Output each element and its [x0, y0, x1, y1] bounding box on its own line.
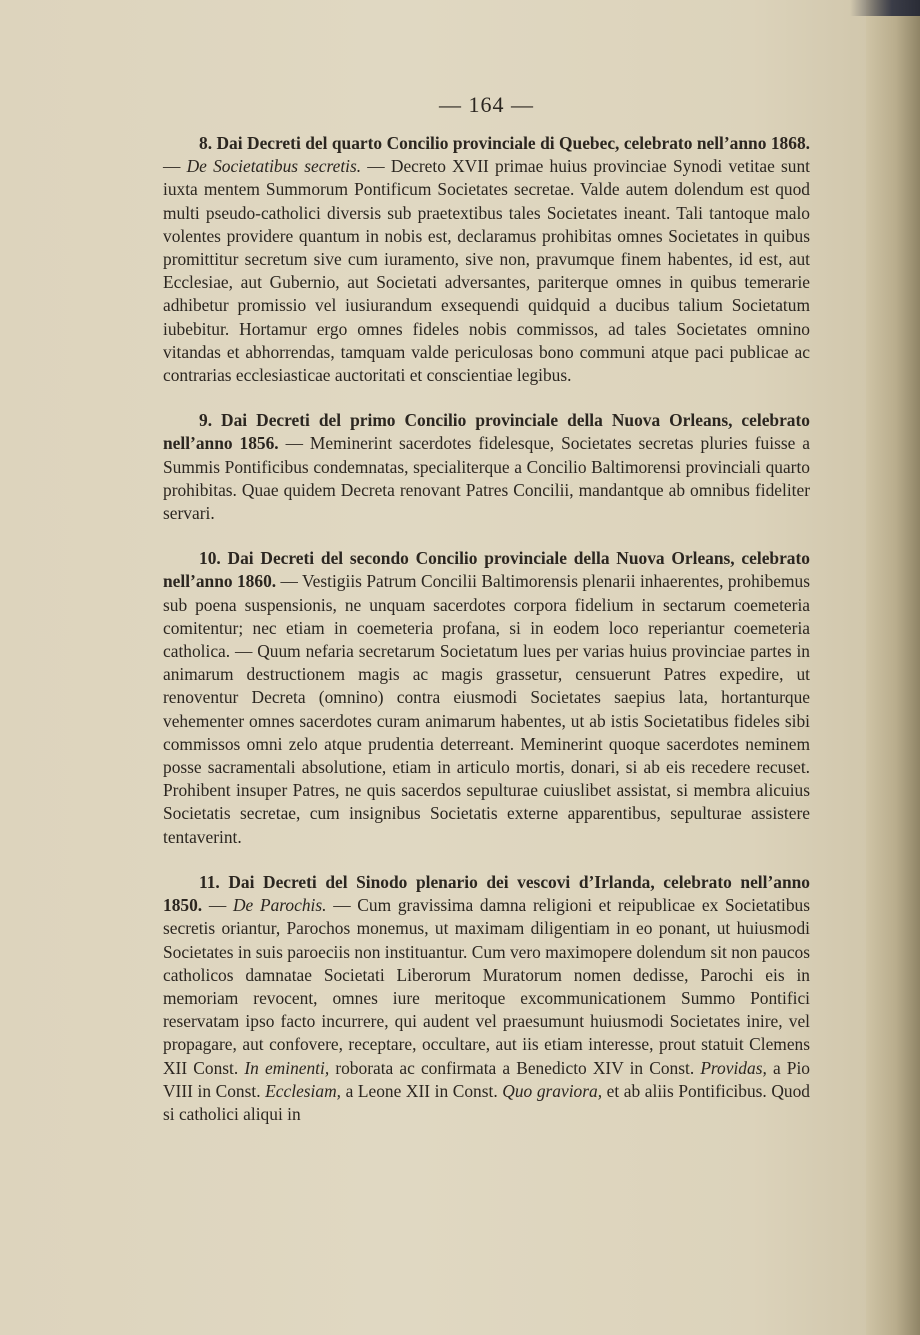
- section-body: — Vestigiis Patrum Concilii Baltimorensis plenarii inhaerentes, prohibemus sub poena suspensionis, ne unquam sacerdotes corpora fidelium in sectarum coemeteria comitentur; nec etiam in coemeteria profana, si in eodem loco reperiantur coemeteria catholica. — Quum nefaria secretarum Societatum lues per varias huius provinciae partes in animarum destructionem magis ac magis grassetur, censuerunt Patres expedire, ut renoventur Decreta (omnino) contra eiusmodi Societates saepius lata, hortanturque vehementer omnes sacerdotes curam animarum habentes, ut ab istis Societatibus fideles sibi commissos omni zelo atque prudentia deterreant. Meminerint quoque sacerdotes neminem posse sacramentali absolutione, etiam in articulo mortis, donari, si ab eis recedere recuset. Prohibent insuper Patres, ne quis sacerdos sepulturae cuiuslibet assistat, si membra alicuius Societatis secretae, cum insignibus Societatis externe apparentibus, sepulturae assistere tentaverint.: [163, 571, 810, 847]
- section-title: De Societatibus secretis.: [186, 156, 362, 177]
- section-heading: Dai Decreti del quarto Concilio provinciale di Quebec, celebrato nell’anno 1868.: [216, 133, 810, 153]
- page-text: [163, 92, 810, 1148]
- constitution-reference: Ecclesiam,: [265, 1080, 341, 1101]
- section-number: 11.: [199, 871, 220, 892]
- section-paragraph: [163, 409, 810, 525]
- section-paragraph: [163, 547, 810, 849]
- constitution-reference: In eminenti,: [244, 1057, 330, 1078]
- section-body: — Decreto XVII primae huius provinciae Synodi vetitae sunt iuxta mentem Summorum Pontificum Societates secretae. Valde autem dolendum est quod multi pseudo-catholici diversis sub praetextibus tales Societates ineant. Tali tantoque malo volentes providere quantum in nobis est, declaramus prohibitas omnes Societates in quibus promittitur secretum sive cum iuramento, sive non, pravumque finem habentes, id est, aut Ecclesiae, aut Gubernio, aut Societati adversantes, pariterque omnes in quibus temerarie adhibetur promissio vel iusiurandum exsequendi quidquid a ducibus talium Societatum iubebitur. Hortamur ergo omnes fideles nobis commissos, ad tales Societates omnino vitandas et abhorrendas, tamquam valde periculosas bono communi atque paci publicae ac contrarias ecclesiasticae auctoritati et conscientiae legibus.: [163, 156, 810, 386]
- section-heading: Dai Decreti del Sinodo plenario dei vescovi d’Irlanda, celebrato nell’anno 1850.: [163, 871, 810, 916]
- section-body: — Cum gravissima damna religioni et reipublicae ex Societatibus secretis oriantur, Parochos monemus, ut maximam diligentiam in eo ponant, ut huiusmodi Societates in suis paroeciis non instituantur. Cum vero maximopere dolendum sit non paucos catholicos damnatae Societati Liberorum Muratorum nomen dedisse, Parochi eis in memoriam revocent, omnes iure meritoque excommunicationem Summo Pontifici reservatam ipso facto incurrere, qui audent vel praesumunt huiusmodi Societates inire, vel propagare, aut confovere, receptare, occultare, aut iis etiam interesse, prout statuit Clemens XII Const.: [163, 895, 810, 1078]
- section-heading: Dai Decreti del secondo Concilio provinciale della Nuova Orleans, celebrato nell’anno 1860.: [163, 548, 810, 592]
- section-paragraph: [163, 132, 810, 387]
- page-corner-shadow: [850, 0, 920, 16]
- section-body: et ab aliis Pontificibus. Quod si catholici aliqui in: [163, 1080, 810, 1124]
- dash: —: [202, 895, 233, 916]
- dash: —: [163, 156, 187, 177]
- section-9: [163, 409, 810, 525]
- book-spine: [866, 0, 920, 1335]
- section-number: 10.: [199, 548, 221, 569]
- section-11: [163, 871, 810, 1126]
- section-paragraph: [163, 871, 810, 1126]
- section-10: [163, 547, 810, 849]
- constitution-reference: Providas,: [700, 1057, 767, 1078]
- constitution-reference: Quo graviora,: [502, 1080, 603, 1101]
- section-heading: Dai Decreti del primo Concilio provinciale della Nuova Orleans, celebrato nell’anno 1856.: [163, 410, 810, 454]
- page-number: — 164 —: [439, 92, 534, 117]
- section-body: a Pio VIII in Const.: [163, 1057, 810, 1101]
- section-title: De Parochis.: [232, 895, 327, 916]
- section-body: roborata ac confirmata a Benedicto XIV in Const.: [329, 1057, 701, 1078]
- section-number: 8.: [199, 133, 213, 153]
- section-8: [163, 132, 810, 387]
- section-number: 9.: [199, 410, 213, 431]
- section-body: — Meminerint sacerdotes fidelesque, Societates secretas pluries fuisse a Summis Pontificibus condemnatas, specialiterque a Concilio Baltimorensi provinciali quarto prohibitas. Quae quidem Decreta renovant Patres Concilii, mandantque ab omnibus fideliter servari.: [163, 433, 810, 524]
- section-body: a Leone XII in Const.: [340, 1080, 503, 1101]
